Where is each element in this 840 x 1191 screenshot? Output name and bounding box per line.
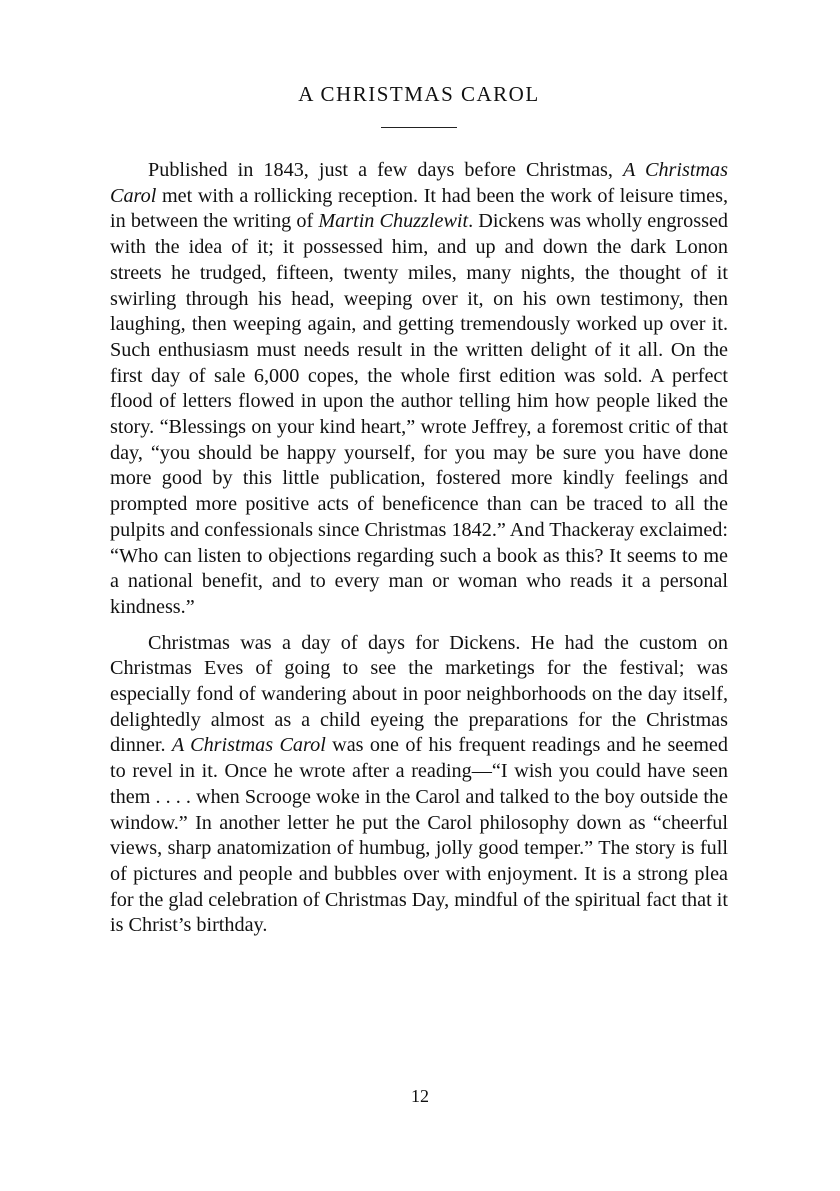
text-segment: Christmas was a day of days for Dickens. He had the custom on Christmas Eves of going to see the marketings for the festival; was especially fond of wandering about in poor neighborhoods on the day itself, delightedly almost as a child eyeing the preparations for the Christmas dinner. bbox=[110, 631, 728, 757]
text-segment: met with a rollicking reception. It had been the work of leisure times, in between the writing of bbox=[110, 184, 728, 233]
book-title-italic: Martin Chuzzlewit bbox=[318, 210, 469, 233]
page-number: 12 bbox=[411, 1086, 429, 1106]
page-title: A CHRISTMAS CAROL bbox=[298, 82, 540, 106]
paragraph-2 bbox=[110, 631, 728, 939]
text-segment: . Dickens was wholly engrossed with the idea of it; it possessed him, and up and down the dark Lonon streets he trudged, fifteen, twenty miles, many nights, the thought of it swirling through his head, weeping over it, on his own testimony, then laughing, then weeping again, and getting tremendously worked up over it. Such enthusiasm must needs result in the written delight of it all. On the first day of sale 6,000 copes, the whole first edition was sold. A perfect flood of letters flowed in upon the author telling him how people liked the story. “Blessings on your kind heart,” wrote Jeffrey, a foremost critic of that day, “you should be happy yourself, for you may be sure you have done more good by this little publication, fostered more kindly feelings and prompted more positive acts of beneficence than can be traced to all the pulpits and confessionals since Christmas 1842.” And Thackeray exclaimed: “Who can listen to objections regarding such a book as this? It seems to me a national benefit, and to every man or woman who reads it a personal kindness.” bbox=[110, 210, 729, 618]
text-segment: was one of his frequent readings and he seemed to revel in it. Once he wrote after a reading—“I wish you could have seen them . . . . when Scrooge woke in the Carol and talked to the boy outside the window.” In another letter he put the Carol philosophy down as “cheerful views, sharp anatomization of humbug, jolly good temper.” The story is full of pictures and people and bubbles over with enjoyment. It is a strong plea for the glad celebration of Christmas Day, mindful of the spiritual fact that it is Christ’s birthday. bbox=[110, 734, 728, 937]
paragraph-1 bbox=[110, 158, 728, 621]
title-divider bbox=[381, 127, 457, 128]
book-title-italic: A Christmas Carol bbox=[110, 159, 728, 207]
page-body bbox=[110, 82, 728, 939]
book-title-italic: A Christmas Carol bbox=[171, 734, 326, 757]
text-segment: Published in 1843, just a few days before Christmas, bbox=[148, 159, 623, 181]
